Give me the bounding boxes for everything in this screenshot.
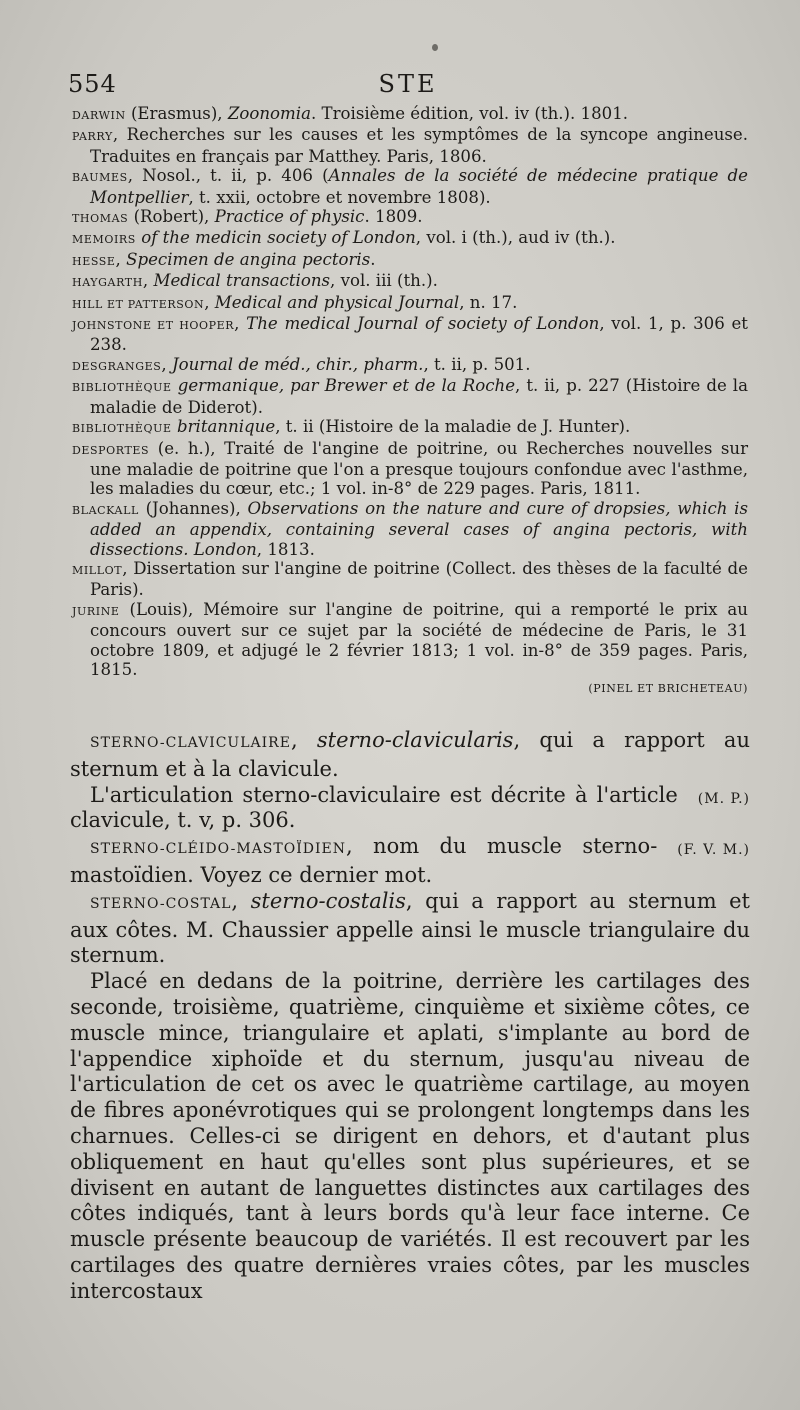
bibliography-entry xyxy=(72,417,748,438)
entry-author: HAYGARTH xyxy=(72,276,143,290)
entry-author: JURINE xyxy=(72,604,120,618)
entry-author: THOMAS xyxy=(72,212,129,226)
entry-text: Mémoire sur l'angine de poitrine, qui a remporté le prix au concours ouvert sur ce sujet par la société de médecine de Paris, le 31 octobre 1809, et adjugé le 2 février 1813; 1 vol. in-8° de 359 pages. Paris, 1815. xyxy=(90,599,748,679)
entry-author: BLACKALL xyxy=(72,503,139,517)
entry-author: DARWIN xyxy=(72,109,126,122)
entry-title: Medical transactions xyxy=(153,271,331,291)
entry-text: (Erasmus), xyxy=(125,104,228,123)
bibliography-entry xyxy=(72,125,748,166)
entry-author: PARRY xyxy=(72,130,113,144)
bibliography-entry xyxy=(72,376,748,417)
entry-text: , xyxy=(115,249,127,269)
entry-text: , xyxy=(112,125,127,145)
entry-text: . Troisième édition, vol. iv (th.). 1801. xyxy=(310,104,629,123)
entry-title: of the medicin society of London xyxy=(141,228,416,248)
entry-text: , t. xxii, octobre et novembre 1808). xyxy=(188,187,491,207)
article-paragraph xyxy=(70,969,750,1304)
article-text: L'articulation sterno-claviculaire est décrite à l'article clavicule, t. v, p. 306. xyxy=(70,782,678,833)
article-latin-term: sterno-clavicularis xyxy=(316,728,514,752)
bibliography-entry xyxy=(72,228,748,249)
bibliography-entry xyxy=(72,250,748,271)
entry-text: , xyxy=(122,558,134,578)
entry-author: BAUMES xyxy=(72,171,128,185)
entry-title: Annales de la société de médecine pratique de Montpellier xyxy=(90,166,748,207)
article-text: , qui a rapport au sternum et aux côtes. M. Chaussier appelle ainsi le muscle triangulaire du sternum. xyxy=(70,888,750,968)
entry-author: HILL ET PATTERSON xyxy=(72,297,205,311)
entry-title: The medical Journal of society of London xyxy=(246,314,600,334)
article-latin-term: sterno-costalis xyxy=(250,888,406,913)
article-signature: (M. P.) xyxy=(697,790,750,807)
entry-author: JOHNSTONE ET HOOPER xyxy=(72,319,235,333)
entry-author: BIBLIOTHÈQUE xyxy=(72,381,172,395)
entry-author: DESPORTES xyxy=(72,443,150,457)
entry-text: Recherches sur les causes et les symptômes de la syncope angineuse. Traduites en français par Matthey. Paris, 1806. xyxy=(90,125,748,166)
article-separator: , xyxy=(231,888,251,913)
bibliography-entry xyxy=(72,355,748,376)
entry-text: , xyxy=(234,314,247,334)
entry-author: HESSE xyxy=(72,254,116,268)
entry-author: BIBLIOTHÈQUE xyxy=(72,422,172,436)
entry-title: Medical and physical Journal xyxy=(214,292,460,312)
running-head: STE xyxy=(378,70,438,98)
article-text: , qui a rapport au sternum et à la clavicule. xyxy=(70,728,750,781)
bibliography-entry xyxy=(72,499,748,559)
entry-text: (e. h.), xyxy=(149,438,225,458)
entry-title: Specimen de angina pectoris xyxy=(126,249,371,269)
bibliography-entry xyxy=(72,293,748,314)
article-headword: STERNO-COSTAL xyxy=(90,895,232,912)
entry-text: , Nosol., t. ii, p. 406 ( xyxy=(127,166,329,186)
article-paragraph xyxy=(70,728,750,783)
entry-text: (Robert), xyxy=(128,207,215,227)
bibliography-signature: (PINEL ET BRICHETEAU) xyxy=(588,682,748,696)
article-text: nom du muscle sterno-mastoïdien. Voyez ce dernier mot. xyxy=(70,834,658,887)
article-text: Placé en dedans de la poitrine, derrière les cartilages des seconde, troisième, quatrième, cinquième et sixième côtes, ce muscle mince, triangulaire et aplati, s'implante au bord de l'appendice xiphoïde et du sternum, jusqu'au niveau de l'articulation de cet os avec le quatrième cartilage, au moyen de fibres aponévrotiques qui se prolongent longtemps dans les charnues. Celles-ci se dirigent en dehors, et d'autant plus obliquement en haut qu'elles sont plus supérieures, et se divisent en autant de languettes distinctes aux cartilages des côtes indiqués, tant à leurs bords qu'à leur face interne. Ce muscle présente beaucoup de variétés. Il est recouvert par les cartilages des quatre dernières vraies côtes, par les muscles intercostaux xyxy=(70,969,750,1303)
entry-author: MILLOT xyxy=(72,563,123,577)
ink-speck xyxy=(432,44,438,51)
article-separator: , xyxy=(290,728,317,752)
entry-text: , xyxy=(161,354,172,374)
entry-author: DESGRANGES xyxy=(72,359,162,373)
entry-text: Dissertation sur l'angine de poitrine (Collect. des thèses de la faculté de Paris). xyxy=(90,558,748,600)
article-paragraph xyxy=(70,889,750,969)
bibliography-entry xyxy=(72,104,748,125)
entry-text: (Johannes), xyxy=(138,498,248,518)
bibliography-entry xyxy=(72,314,748,355)
entry-title: Practice of physic xyxy=(214,207,365,227)
bibliography-entry xyxy=(72,166,748,207)
entry-author: MEMOIRS xyxy=(72,233,136,247)
entry-text: , vol. i (th.), aud iv (th.). xyxy=(415,228,616,248)
entry-text: , vol. iii (th.). xyxy=(330,271,438,291)
article-paragraph xyxy=(70,834,750,889)
bibliography xyxy=(72,104,748,699)
page-header xyxy=(68,70,748,104)
entry-title: britannique xyxy=(176,417,276,437)
bibliography-entry xyxy=(72,207,748,228)
entry-text: , t. ii, p. 227 (Histoire de la maladie de Diderot). xyxy=(90,376,748,417)
article-paragraph xyxy=(70,783,750,835)
article-headword: STERNO-CLAVICULAIRE xyxy=(90,735,291,751)
entry-text: . xyxy=(370,249,376,269)
entry-title: Zoonomia xyxy=(227,104,311,123)
entry-text: , t. ii (Histoire de la maladie de J. Hunter). xyxy=(275,417,631,437)
article-separator: , xyxy=(345,834,374,859)
article-headword: STERNO-CLÉIDO-MASTOÏDIEN xyxy=(90,841,346,858)
entry-title: Journal de méd., chir., pharm. xyxy=(171,354,424,374)
article-body xyxy=(70,728,750,1305)
entry-text: (Louis), xyxy=(119,599,204,619)
entry-text: , 1813. xyxy=(256,539,315,559)
bibliography-entry xyxy=(72,271,748,292)
bibliography-entry xyxy=(72,559,748,600)
bibliography-entry xyxy=(72,600,748,680)
entry-text: , n. 17. xyxy=(459,292,518,312)
page-number: 554 xyxy=(68,70,117,98)
article-signature: (F. V. M.) xyxy=(677,842,750,859)
entry-text: , xyxy=(204,292,215,312)
entry-text: , xyxy=(142,271,154,291)
entry-text: , t. ii, p. 501. xyxy=(423,354,531,374)
entry-text: Traité de l'angine de poitrine, ou Recherches nouvelles sur une maladie de poitrine que l'on a presque toujours confondue avec l'asthme, les maladies du cœur, etc.; 1 vol. in-8° de 229 pages. Paris, 1811. xyxy=(90,438,749,499)
entry-text: , vol. 1, p. 306 et 238. xyxy=(90,314,748,355)
entry-title: germanique, par Brewer et de la Roche xyxy=(177,376,516,396)
entry-text: . 1809. xyxy=(364,207,423,227)
entry-title: Observations on the nature and cure of dropsies, which is added an appendix, containing several cases of angina pectoris, with dissections. London xyxy=(90,498,748,559)
bibliography-entry xyxy=(72,439,748,499)
